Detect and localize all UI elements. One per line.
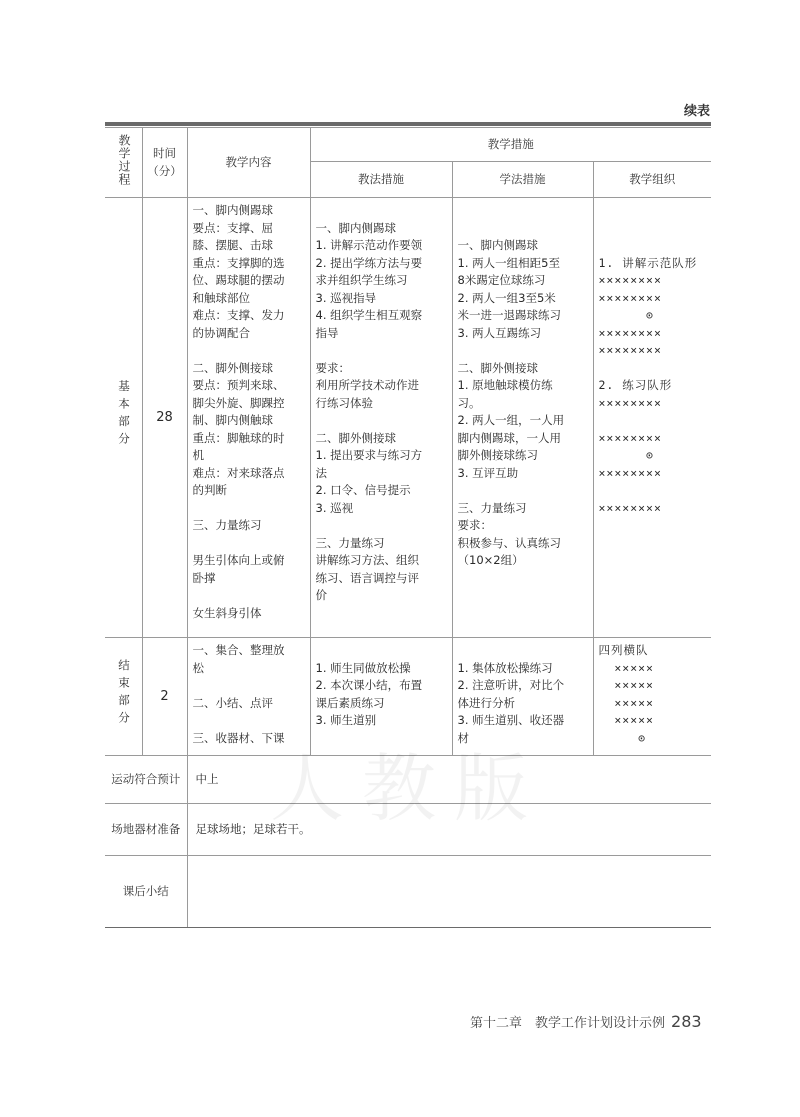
text-line: 2. 提出学练方法与要	[315, 255, 423, 270]
text-line: 3. 两人互踢练习	[457, 325, 542, 340]
text-line: 2. 两人一组3至5米	[457, 290, 556, 305]
text-line: 积极参与、认真练习	[457, 535, 561, 550]
text-line: 三、力量练习	[192, 518, 262, 532]
text-line: ××××××××	[598, 500, 662, 515]
text-line: 脚尖外旋、脚踝控	[192, 395, 285, 410]
text-line	[316, 412, 447, 430]
publisher-watermark: 人教版	[270, 746, 546, 832]
text-line	[599, 220, 707, 238]
text-line: 三、收器材、下课	[192, 730, 285, 745]
text-line: 2. 两人一组，一人用	[457, 413, 565, 427]
text-line: 利用所学技术动作进	[315, 378, 419, 392]
text-line: ××××××××	[598, 273, 662, 287]
organization-cell	[593, 638, 711, 756]
organization-cell	[593, 198, 711, 638]
text-line: ××××××××	[598, 343, 662, 357]
text-line: 难点：支撑、发力	[192, 308, 285, 322]
text-line	[193, 500, 305, 518]
text-line: 要求：	[315, 360, 350, 375]
time-cell: 28	[142, 198, 187, 638]
text-line: 重点：支撑脚的选	[192, 255, 285, 270]
continued-label: 续表	[684, 104, 711, 119]
teaching-cell	[310, 638, 452, 756]
text-line	[599, 412, 707, 430]
equipment-value: 足球场地；足球若干。	[187, 804, 711, 856]
learning-cell	[452, 638, 593, 756]
text-line	[599, 482, 707, 500]
text-line: 四列横队	[598, 643, 649, 657]
text-line: 二、脚外侧接球	[457, 360, 538, 375]
text-line: 重点：脚触球的时	[192, 430, 285, 445]
text-line: 指导	[315, 325, 339, 340]
text-line	[316, 642, 447, 660]
text-line: 练习、语言调控与评	[315, 570, 419, 585]
text-line	[193, 677, 305, 695]
teaching-cell	[310, 198, 452, 638]
text-line: 2. 注意听讲，对比个	[457, 678, 565, 692]
text-line: 3. 巡视	[315, 500, 354, 515]
text-line: 的判断	[192, 483, 227, 497]
stage-cell: 基本部分	[105, 198, 142, 638]
text-line: ×××××	[598, 678, 654, 692]
text-line: 位、踢球腿的摆动	[192, 273, 285, 287]
text-line: 3. 巡视指导	[315, 290, 377, 305]
text-line	[193, 712, 305, 730]
text-line: 课后素质练习	[315, 695, 385, 710]
text-line: 要点：预判来球、	[192, 378, 285, 392]
text-line: 松	[192, 660, 204, 675]
text-line: 一、脚内侧踢球	[315, 220, 396, 235]
organization-header: 教学组织	[593, 162, 711, 198]
text-line: 膝、摆腿、击球	[192, 238, 273, 252]
text-line: 求并组织学生练习	[315, 273, 408, 287]
text-line: 2. 练习队形	[598, 378, 673, 392]
text-line: ⊙	[598, 448, 654, 462]
text-line: 讲解练习方法、组织	[315, 553, 419, 567]
text-line: 3. 师生道别	[315, 713, 377, 727]
text-line: 的协调配合	[192, 325, 250, 340]
text-line	[458, 642, 588, 660]
text-line: ××××××××	[598, 395, 662, 410]
table-row-summary	[105, 856, 711, 928]
learning-cell	[452, 198, 593, 638]
text-line: 机	[192, 448, 204, 462]
load-label: 运动符合预计	[105, 756, 187, 804]
text-line: 体进行分析	[457, 695, 515, 710]
text-line: 难点：对来球落点	[192, 465, 285, 480]
text-line: 行练习体验	[315, 395, 373, 410]
text-line: 二、脚外侧接球	[192, 360, 273, 375]
text-line: 2. 口令、信号提示	[315, 483, 411, 497]
text-line: 一、脚内侧踢球	[192, 203, 273, 217]
load-value: 中上	[187, 756, 711, 804]
text-line: 价	[315, 588, 327, 602]
text-line: 要求：	[457, 518, 492, 532]
text-line: 三、力量练习	[457, 500, 527, 515]
text-line: 脚外侧接球练习	[457, 448, 538, 462]
text-line: 3. 互评互助	[457, 465, 519, 480]
text-line: 1. 原地触球模仿练	[457, 378, 553, 392]
text-line: 二、小结、点评	[192, 695, 273, 710]
text-line: 一、脚内侧踢球	[457, 238, 538, 252]
text-line: ×××××	[598, 660, 654, 675]
text-line	[193, 535, 305, 553]
table-row-closing	[105, 638, 711, 756]
text-line: ×××××	[598, 713, 654, 727]
text-line: 男生引体向上或俯	[192, 553, 285, 567]
content-cell	[187, 638, 310, 756]
top-rule	[105, 122, 711, 126]
text-line: 卧撑	[192, 570, 216, 585]
summary-value	[187, 856, 711, 928]
text-line: 二、脚外侧接球	[315, 430, 396, 445]
text-line	[316, 517, 447, 535]
table-row-load	[105, 756, 711, 804]
text-line: 1. 师生同做放松操	[315, 660, 411, 675]
text-line: 1. 提出要求与练习方	[315, 448, 423, 462]
text-line: 3. 师生道别、收还器	[457, 713, 565, 727]
text-line	[458, 342, 588, 360]
lesson-plan-table	[105, 127, 711, 928]
text-line: 1. 两人一组相距5至	[457, 255, 560, 270]
text-line	[599, 360, 707, 378]
content-cell	[187, 198, 310, 638]
page-number: 283	[671, 1012, 702, 1031]
text-line: ××××××××	[598, 325, 662, 340]
text-line: 法	[315, 465, 327, 480]
text-line: ××××××××	[598, 430, 662, 445]
text-line: 1. 讲解示范队形	[598, 255, 698, 270]
text-line: ⊙	[598, 308, 654, 322]
text-line: ⊙	[598, 730, 647, 745]
chapter-title: 第十二章 教学工作计划设计示例	[470, 1016, 666, 1031]
text-line: 要点：支撑、屈	[192, 220, 273, 235]
text-line: 米一进一退踢球练习	[457, 308, 561, 322]
text-line: 1. 讲解示范动作要领	[315, 238, 423, 252]
text-line	[458, 202, 588, 220]
text-line: 和触球部位	[192, 290, 250, 305]
stage-cell: 结束部分	[105, 638, 142, 756]
text-line: ××××××××	[598, 465, 662, 480]
text-line: 8米踢定位球练习	[457, 273, 546, 287]
text-line: 2. 本次课小结，布置	[315, 678, 423, 692]
time-header: 时间（分）	[142, 128, 187, 198]
text-line	[193, 587, 305, 605]
text-line	[458, 482, 588, 500]
text-line: 习。	[457, 395, 481, 410]
measures-header: 教学措施	[310, 128, 711, 162]
text-line	[599, 202, 707, 220]
text-line	[599, 237, 707, 255]
text-line: 1. 集体放松操练习	[457, 660, 553, 675]
learning-method-header: 学法措施	[452, 162, 593, 198]
summary-label: 课后小结	[105, 856, 187, 928]
page-footer	[470, 1012, 702, 1031]
equipment-label: 场地器材准备	[105, 804, 187, 856]
time-cell: 2	[142, 638, 187, 756]
text-line: 4. 组织学生相互观察	[315, 308, 423, 322]
teaching-method-header: 教法措施	[310, 162, 452, 198]
table-row-equipment	[105, 804, 711, 856]
stage-header: 教学过程	[105, 128, 142, 198]
text-line	[316, 202, 447, 220]
text-line	[193, 342, 305, 360]
table-row-basic	[105, 198, 711, 638]
text-line: 女生斜身引体	[192, 605, 262, 620]
text-line: 一、集合、整理放	[192, 643, 285, 657]
text-line	[458, 220, 588, 238]
text-line: 制、脚内侧触球	[192, 413, 273, 427]
text-line: 脚内侧踢球，一人用	[457, 430, 561, 445]
text-line: （10×2组）	[457, 553, 524, 567]
text-line: ×××××	[598, 695, 654, 710]
text-line	[316, 342, 447, 360]
content-header: 教学内容	[187, 128, 310, 198]
text-line: 材	[457, 730, 469, 745]
text-line: 三、力量练习	[315, 535, 385, 550]
text-line: ××××××××	[598, 290, 662, 305]
